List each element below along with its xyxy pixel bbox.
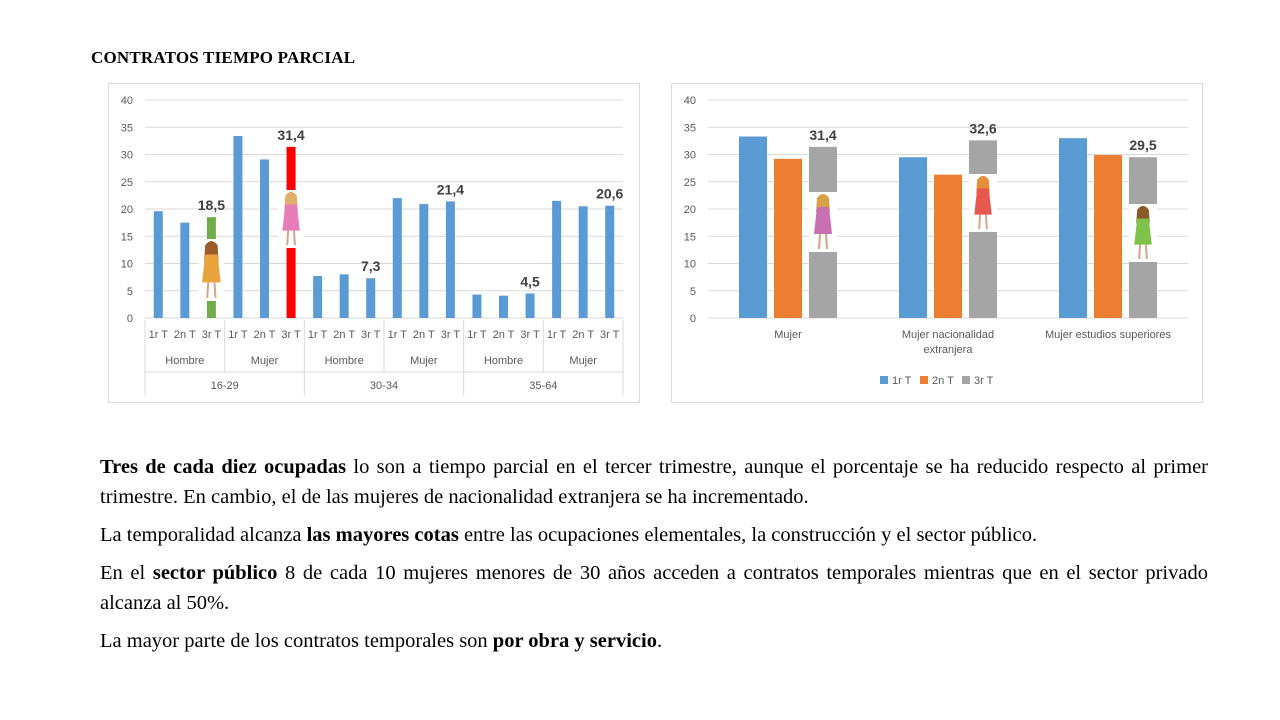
paragraph-run: . [656,630,663,652]
data-label: 31,4 [809,126,837,143]
x-tick-label: 2n T [253,329,276,341]
legend-label: 1r T [892,375,912,387]
y-tick-label: 5 [689,285,696,298]
y-tick-label: 40 [683,95,696,107]
bar-chart-svg-left [109,84,639,402]
category-label: Mujer [774,329,802,341]
category-label: Mujer estudios superiores [1045,329,1171,341]
bar [579,206,588,318]
bar [180,223,189,318]
bar [446,201,455,318]
bar [1059,138,1087,318]
paragraph-run: Tres de cada diez ocupadas [100,456,347,478]
legend-label: 2n T [932,375,954,387]
x-tick-label: 2n T [572,329,595,341]
data-label: 7,3 [360,258,381,275]
paragraph-3 [100,558,1208,618]
paragraph-run: entre las ocupaciones elementales, la construcción y el sector público. [458,524,1038,546]
legend-swatch [880,376,888,384]
data-label: 21,4 [436,181,465,198]
figure-leg [986,215,987,230]
y-tick-label: 30 [120,149,133,162]
woman-figure-1 [809,192,837,252]
age-group-label: 35-64 [529,380,558,392]
x-tick-label: 1r T [228,329,248,341]
paragraph-run: La temporalidad alcanza [100,524,307,546]
y-tick-label: 35 [120,122,133,135]
sex-group-label: Mujer [410,355,438,367]
y-tick-label: 10 [683,258,696,271]
bar-chart-svg-right [672,84,1202,402]
data-label: 31,4 [277,126,305,143]
paragraph-run: lo son a tiempo parcial en el tercer trimestre, aunque el porcentaje se ha reducido respecto al primer trimestre. En cambio, el de las mujeres de nacionalidad extranjera se ha incrementado. [100,456,1208,508]
legend-swatch [962,376,970,384]
paragraph-run: En el [100,562,153,584]
bar [934,175,962,318]
woman-figure-2 [278,190,304,248]
paragraph-2 [100,520,1208,550]
figure-leg [819,234,820,249]
y-tick-label: 30 [683,149,696,162]
slide-title: CONTRATOS TIEMPO PARCIAL [91,48,356,67]
bar [472,295,481,318]
y-tick-label: 0 [689,313,696,325]
x-tick-label: 1r T [467,329,487,341]
bar [313,276,322,318]
sex-group-label: Hombre [165,355,205,367]
y-tick-label: 40 [120,95,133,107]
paragraph-1 [100,452,1208,512]
bar [499,296,508,318]
x-tick-label: 3r T [281,329,301,341]
paragraph-run: por obra y servicio [492,630,657,652]
paragraph-run: La mayor parte de los contratos temporales son [100,630,493,652]
figure-dress [1134,219,1151,245]
category-label: Mujer nacionalidad [901,329,995,341]
y-tick-label: 5 [126,285,133,298]
x-tick-label: 3r T [440,329,461,341]
paragraph-run: 8 de cada 10 mujeres menores de 30 años acceden a contratos temporales mientras que en el sector privado alcanza al 50%. [100,562,1208,614]
figure-leg [207,282,208,298]
bar [260,159,269,318]
y-tick-label: 25 [120,176,133,189]
sex-group-label: Hombre [483,355,524,367]
data-label: 20,6 [596,185,624,202]
bar [899,157,927,318]
body-text [100,452,1208,664]
bar [393,198,402,318]
y-tick-label: 35 [683,122,696,135]
bar [774,159,802,318]
x-tick-label: 3r T [520,329,540,341]
x-tick-label: 2n T [412,329,435,341]
y-tick-label: 20 [120,204,133,216]
figure-leg [294,231,295,246]
bar [419,204,428,318]
figure-leg [214,282,215,298]
y-tick-label: 20 [683,204,696,216]
figure-dress [202,255,221,283]
age-group-label: 16-29 [210,380,239,392]
age-group-label: 30-34 [369,380,399,392]
x-tick-label: 1r T [307,329,328,341]
data-label: 32,6 [969,120,997,137]
legend-label: 3r T [974,375,994,387]
bar [233,136,242,318]
figure-leg [287,231,288,246]
bar [552,201,561,318]
legend-swatch [920,376,928,384]
x-tick-label: 2n T [492,329,515,341]
figure-dress [814,207,832,234]
bar [366,278,375,318]
paragraph-4 [100,626,1208,656]
x-tick-label: 2n T [333,329,356,341]
figure-leg [826,234,827,249]
bar [739,137,767,318]
data-label: 18,5 [197,197,226,214]
y-tick-label: 15 [683,231,696,244]
woman-figure-1 [198,239,224,301]
chart-part-time-by-age [108,83,640,403]
bar [154,211,163,318]
bar [605,206,614,318]
x-tick-label: 1r T [387,329,407,341]
woman-figure-2 [969,174,997,232]
x-tick-label: 3r T [600,329,620,341]
x-tick-label: 3r T [361,329,381,341]
bar [1094,155,1122,318]
x-tick-label: 1r T [546,329,567,341]
y-tick-label: 15 [120,231,133,244]
figure-leg [979,215,980,230]
figure-dress [282,205,299,231]
x-tick-label: 1r T [148,329,168,341]
chart-part-time-women-groups [671,83,1203,403]
sex-group-label: Mujer [569,355,597,367]
data-label: 29,5 [1129,137,1157,154]
bar [526,293,535,318]
y-tick-label: 0 [126,313,133,325]
sex-group-label: Hombre [324,355,364,367]
woman-figure-3 [1129,204,1157,262]
paragraph-run: las mayores cotas [306,524,459,546]
bar [340,274,349,318]
x-tick-label: 3r T [201,329,222,341]
data-label: 4,5 [520,273,540,290]
x-tick-label: 2n T [173,329,196,341]
sex-group-label: Mujer [250,355,279,367]
paragraph-run: sector público [152,562,278,584]
y-tick-label: 25 [683,176,696,189]
category-label: extranjera [923,344,973,356]
figure-leg [1139,245,1140,260]
figure-leg [1146,245,1147,260]
figure-dress [974,189,991,215]
y-tick-label: 10 [120,258,133,271]
